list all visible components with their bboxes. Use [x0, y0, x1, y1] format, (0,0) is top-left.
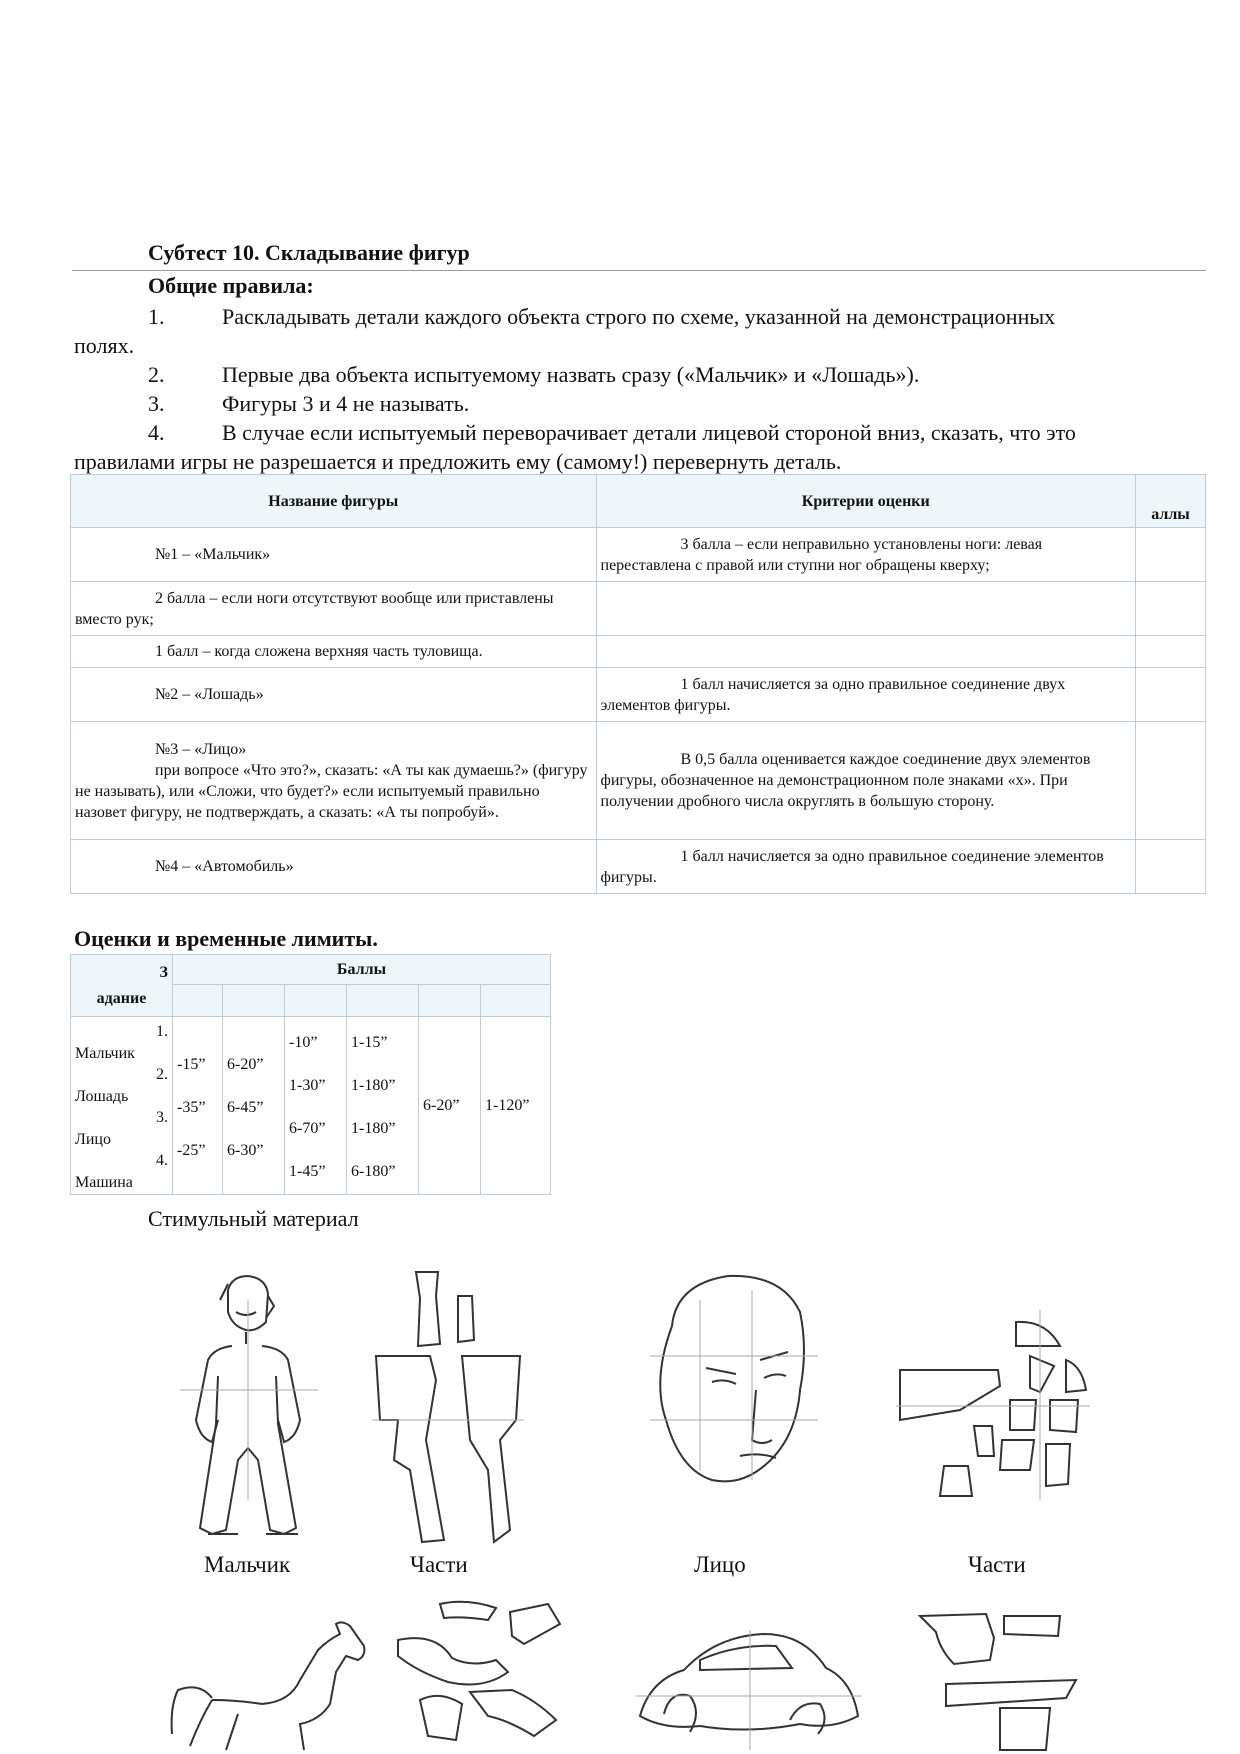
- caption-face: Лицо: [694, 1552, 746, 1577]
- time-value: 6-180”: [351, 1163, 396, 1180]
- time-value: -10”: [289, 1034, 318, 1051]
- rule-text-cont: полях.: [74, 333, 135, 358]
- face-parts-drawing: [896, 1310, 1090, 1500]
- criteria-text: В 0,5 балла оценивается каждое соединение двух элементов фигуры, обозначенное на демонстрационном поле знаками «х». При получении дробного числа округлять в большую сторону.: [596, 722, 1136, 840]
- car-drawing: [636, 1630, 862, 1750]
- time-value: 1-180”: [351, 1120, 396, 1137]
- criteria-text: 1 балл – когда сложена верхняя часть туловища.: [71, 636, 597, 668]
- caption-boy: Мальчик: [204, 1552, 291, 1577]
- task-name: Мальчик: [75, 1044, 135, 1062]
- rule-text-cont: правилами игры не разрешается и предложить ему (самому!) перевернуть деталь.: [74, 449, 842, 474]
- criteria-text: 2 балла – если ноги отсутствуют вообще или приставлены вместо рук;: [71, 582, 597, 636]
- header-figure-name: Название фигуры: [71, 475, 597, 528]
- scores-heading: Оценки и временные лимиты.: [74, 926, 378, 951]
- rule-number: 1.: [148, 304, 165, 329]
- time-value: -15”: [177, 1056, 206, 1073]
- task-name: Лицо: [75, 1130, 111, 1148]
- header-criteria: Критерии оценки: [596, 475, 1136, 528]
- task-header-part: адание: [96, 989, 147, 1007]
- points-header: Баллы: [173, 955, 551, 985]
- time-value: 1-45”: [289, 1163, 326, 1180]
- figure-name: №2 – «Лошадь»: [71, 668, 597, 722]
- time-value: -35”: [177, 1099, 206, 1116]
- time-column-6: 1-120”: [481, 1017, 551, 1195]
- rule-number: 3.: [148, 391, 165, 416]
- time-value: 6-70”: [289, 1120, 326, 1137]
- time-value: 1-15”: [351, 1034, 388, 1051]
- face-drawing: [650, 1276, 818, 1481]
- stimulus-heading: Стимульный материал: [148, 1206, 359, 1231]
- time-value: 1-180”: [351, 1077, 396, 1094]
- criteria-text: 1 балл начисляется за одно правильное соединение двух элементов фигуры.: [596, 668, 1136, 722]
- task-number: 4.: [156, 1152, 168, 1169]
- time-value: 6-20”: [227, 1056, 264, 1073]
- rule-text: В случае если испытуемый переворачивает детали лицевой стороной вниз, сказать, что это: [222, 420, 1076, 445]
- rule-text: Фигуры 3 и 4 не называть.: [222, 391, 470, 416]
- time-value: 1-30”: [289, 1077, 326, 1094]
- figure-instructions: при вопросе «Что это?», сказать: «А ты как думаешь?» (фигуру не называть), или «Сложи, что будет?» если испытуемый правильно назовет фигуру, не подтверждать, а сказать: «А ты попробуй».: [75, 761, 588, 821]
- criteria-text: 1 балл начисляется за одно правильное соединение элементов фигуры.: [596, 840, 1136, 894]
- boy-parts-drawing: [372, 1272, 524, 1542]
- rule-text: Первые два объекта испытуемому назвать сразу («Мальчик» и «Лошадь»).: [222, 362, 920, 387]
- task-number: 2.: [156, 1066, 168, 1083]
- rule-number: 4.: [148, 420, 165, 445]
- rule-text: Раскладывать детали каждого объекта строго по схеме, указанной на демонстрационных: [222, 304, 1056, 329]
- caption-boy-parts: Части: [410, 1552, 468, 1577]
- figure-name: №4 – «Автомобиль»: [71, 840, 597, 894]
- task-number: 1.: [156, 1023, 168, 1040]
- task-number: 3.: [156, 1109, 168, 1126]
- rule-number: 2.: [148, 362, 165, 387]
- car-parts-drawing: [920, 1614, 1076, 1750]
- criteria-text: 3 балла – если неправильно установлены ноги: левая переставлена с правой или ступни ног обращены кверху;: [596, 528, 1136, 582]
- horse-parts-drawing: [398, 1602, 560, 1740]
- subtest-title: Субтест 10. Складывание фигур: [148, 240, 470, 265]
- time-value: 6-45”: [227, 1099, 264, 1116]
- task-header-part: З: [159, 963, 168, 981]
- time-column-5: 6-20”: [419, 1017, 481, 1195]
- figure-name: №3 – «Лицо»: [155, 740, 247, 758]
- time-value: -25”: [177, 1142, 206, 1159]
- time-value: 6-30”: [227, 1142, 264, 1159]
- header-points: аллы: [1136, 475, 1206, 528]
- figure-name: №1 – «Мальчик»: [71, 528, 597, 582]
- boy-figure-drawing: [180, 1276, 318, 1534]
- caption-face-parts: Части: [968, 1552, 1026, 1577]
- task-name: Лошадь: [75, 1087, 129, 1105]
- horse-drawing: [172, 1622, 365, 1750]
- task-name: Машина: [75, 1173, 133, 1191]
- rules-heading: Общие правила:: [148, 273, 314, 298]
